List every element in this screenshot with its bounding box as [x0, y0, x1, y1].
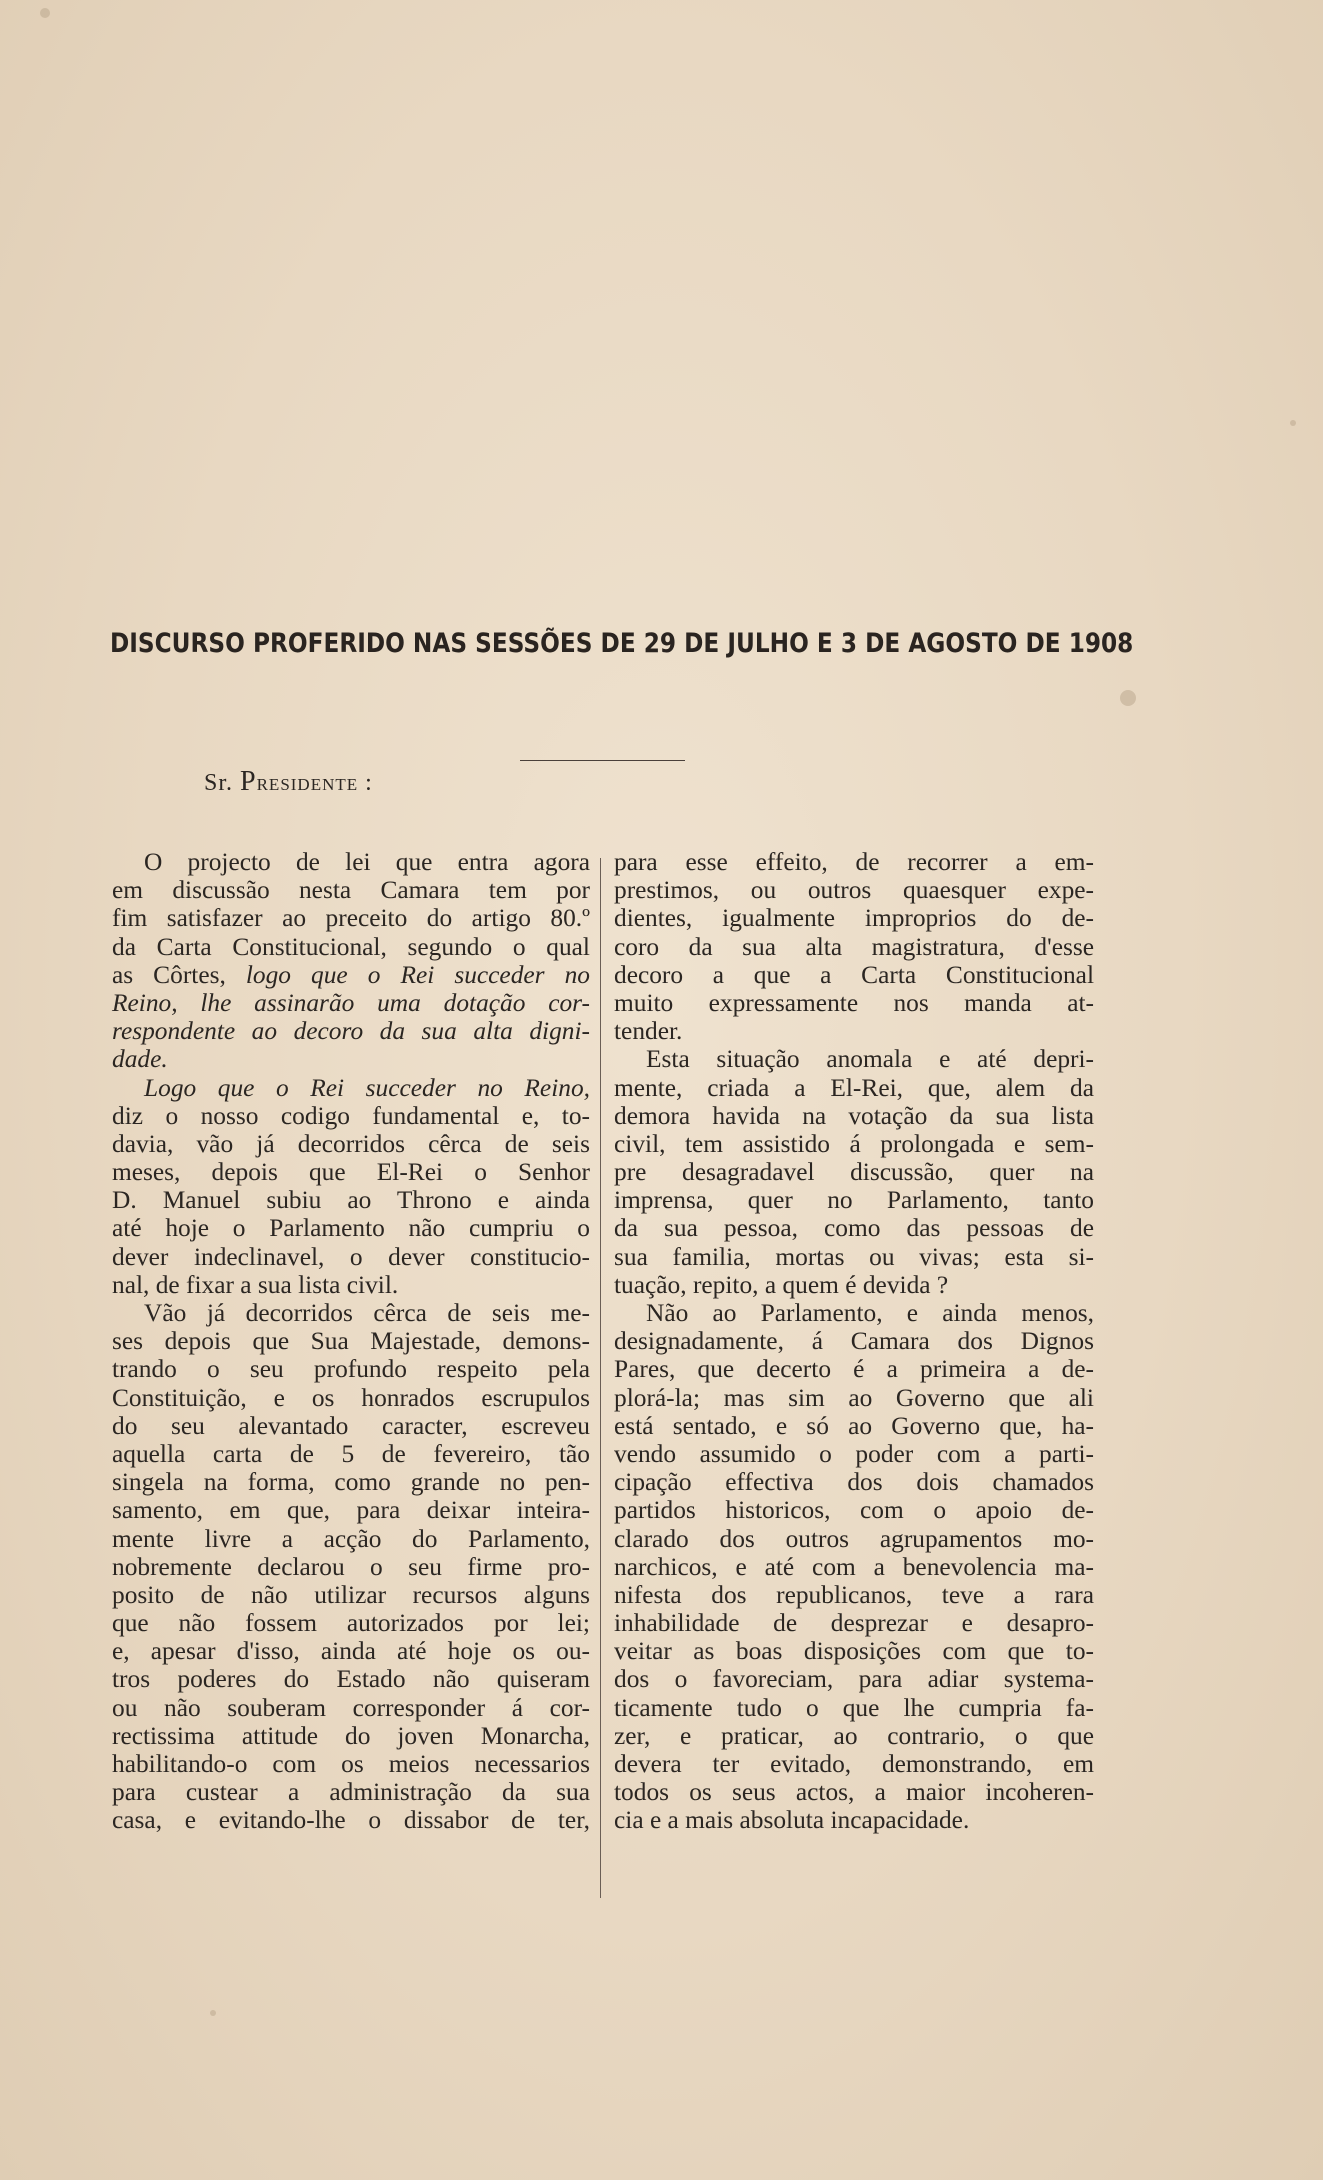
text-line: todos os seus actos, a maior incoheren- — [614, 1778, 1094, 1807]
text-line: do seu alevantado caracter, escreveu — [112, 1411, 590, 1440]
paper-stain — [1290, 420, 1296, 426]
text-line: da Carta Constitucional, segundo o qual — [112, 932, 590, 961]
text-span: as Côrtes, — [112, 960, 246, 989]
text-line: clarado dos outros agrupamentos mo- — [614, 1524, 1094, 1553]
text-line: aquella carta de 5 de fevereiro, tão — [112, 1439, 590, 1468]
text-line: nal, de fixar a sua lista civil. — [112, 1270, 399, 1299]
text-line: singela na forma, como grande no pen- — [112, 1468, 590, 1497]
text-line: e, apesar d'isso, ainda até hoje os ou- — [112, 1637, 590, 1666]
text-line: cipação effectiva dos dois chamados — [614, 1468, 1094, 1497]
text-line: dos o favoreciam, para adiar systema- — [614, 1665, 1094, 1694]
text-line: dientes, igualmente improprios do de- — [614, 904, 1094, 933]
text-line: davia, vão já decorridos cêrca de seis — [112, 1129, 590, 1158]
text-line: vendo assumido o poder com a parti- — [614, 1439, 1094, 1468]
text-line: designadamente, á Camara dos Dignos — [614, 1327, 1094, 1356]
salutation-rest: residente : — [256, 770, 373, 796]
text-line: plorá-la; mas sim ao Governo que ali — [614, 1383, 1094, 1412]
text-line: tros poderes do Estado não quiseram — [112, 1665, 590, 1694]
text-line: ses depois que Sua Majestade, demons- — [112, 1327, 590, 1356]
text-line: imprensa, quer no Parlamento, tanto — [614, 1186, 1094, 1215]
text-line: partidos historicos, com o apoio de- — [614, 1496, 1094, 1525]
text-line: prestimos, ou outros quaesquer expe- — [614, 876, 1094, 905]
salutation-sr: Sr. — [204, 770, 234, 796]
salutation — [204, 766, 373, 798]
text-line: dever indeclinavel, o dever constitucio- — [112, 1242, 590, 1271]
text-line: nifesta dos republicanos, teve a rara — [614, 1580, 1094, 1609]
title-rule — [520, 760, 685, 761]
text-column-right — [614, 848, 1094, 1835]
text-line: casa, e evitando-lhe o dissabor de ter, — [112, 1806, 590, 1835]
text-line: para esse effeito, de recorrer a em- — [614, 848, 1094, 876]
text-line: Logo que o Rei succeder no Reino, — [144, 1073, 590, 1102]
text-line: mente, criada a El-Rei, que, alem da — [614, 1073, 1094, 1102]
paper-stain — [210, 2010, 216, 2016]
text-line: civil, tem assistido á prolongada e sem- — [614, 1129, 1094, 1158]
text-line: O projecto de lei que entra agora — [144, 848, 590, 876]
salutation-initial: P — [240, 766, 257, 797]
text-line: posito de não utilizar recursos alguns — [112, 1580, 590, 1609]
text-line: pre desagradavel discussão, quer na — [614, 1158, 1094, 1187]
text-span-italic: logo que o Rei succeder no — [245, 960, 590, 989]
text-line: ticamente tudo o que lhe cumpria fa- — [614, 1693, 1094, 1722]
text-line: coro da sua alta magistratura, d'esse — [614, 932, 1094, 961]
text-line: decoro a que a Carta Constitucional — [614, 960, 1094, 989]
text-line: inhabilidade de desprezar e desapro- — [614, 1609, 1094, 1638]
text-line: está sentado, e só ao Governo que, ha- — [614, 1411, 1094, 1440]
text-line: Pares, que decerto é a primeira a de- — [614, 1355, 1094, 1384]
text-line: D. Manuel subiu ao Throno e ainda — [112, 1186, 590, 1215]
text-line: mente livre a acção do Parlamento, — [112, 1524, 590, 1553]
text-line: veitar as boas disposições com que to- — [614, 1637, 1094, 1666]
text-line: muito expressamente nos manda at- — [614, 988, 1094, 1017]
column-divider — [600, 858, 601, 1898]
text-line: até hoje o Parlamento não cumpriu o — [112, 1214, 590, 1243]
text-line: Esta situação anomala e até depri- — [646, 1045, 1094, 1074]
text-line: narchicos, e até com a benevolencia ma- — [614, 1552, 1094, 1581]
text-column-left — [112, 848, 590, 1835]
text-line: diz o nosso codigo fundamental e, to- — [112, 1101, 590, 1130]
text-line: demora havida na votação da sua lista — [614, 1101, 1094, 1130]
text-line: meses, depois que El-Rei o Senhor — [112, 1158, 590, 1187]
text-line: zer, e praticar, ao contrario, o que — [614, 1721, 1094, 1750]
text-line: habilitando-o com os meios necessarios — [112, 1750, 590, 1778]
text-line: samento, em que, para deixar inteira- — [112, 1496, 590, 1525]
text-line: nobremente declarou o seu firme pro- — [112, 1552, 590, 1581]
text-line: devera ter evitado, demonstrando, em — [614, 1750, 1094, 1778]
text-line: cia e a mais absoluta incapacidade. — [614, 1806, 970, 1835]
text-line: sua familia, mortas ou vivas; esta si- — [614, 1242, 1094, 1271]
text-line: respondente ao decoro da sua alta digni- — [112, 1017, 590, 1046]
page-title: DISCURSO PROFERIDO NAS SESSÕES DE 29 DE JULHO E 3 DE AGOSTO DE 1908 — [110, 628, 1134, 659]
text-line: que não fossem autorizados por lei; — [112, 1609, 590, 1638]
text-line: tender. — [614, 1017, 683, 1046]
text-line: rectissima attitude do joven Monarcha, — [112, 1721, 590, 1750]
text-line: da sua pessoa, como das pessoas de — [614, 1214, 1094, 1243]
text-line: em discussão nesta Camara tem por — [112, 876, 590, 905]
text-line: Constituição, e os honrados escrupulos — [112, 1383, 590, 1412]
text-line: Não ao Parlamento, e ainda menos, — [646, 1299, 1094, 1327]
text-line: para custear a administração da sua — [112, 1778, 590, 1807]
text-line: Vão já decorridos cêrca de seis me- — [144, 1299, 590, 1327]
text-line: tuação, repito, a quem é devida ? — [614, 1270, 949, 1299]
paper-stain — [1120, 690, 1136, 706]
paper-stain — [40, 8, 50, 18]
text-line: ou não souberam corresponder á cor- — [112, 1693, 590, 1722]
text-line: dade. — [112, 1045, 168, 1074]
text-line — [112, 961, 590, 989]
text-line: Reino, lhe assinarão uma dotação cor- — [112, 988, 590, 1017]
text-line: fim satisfazer ao preceito do artigo 80.º — [112, 904, 590, 933]
text-line: trando o seu profundo respeito pela — [112, 1355, 590, 1384]
